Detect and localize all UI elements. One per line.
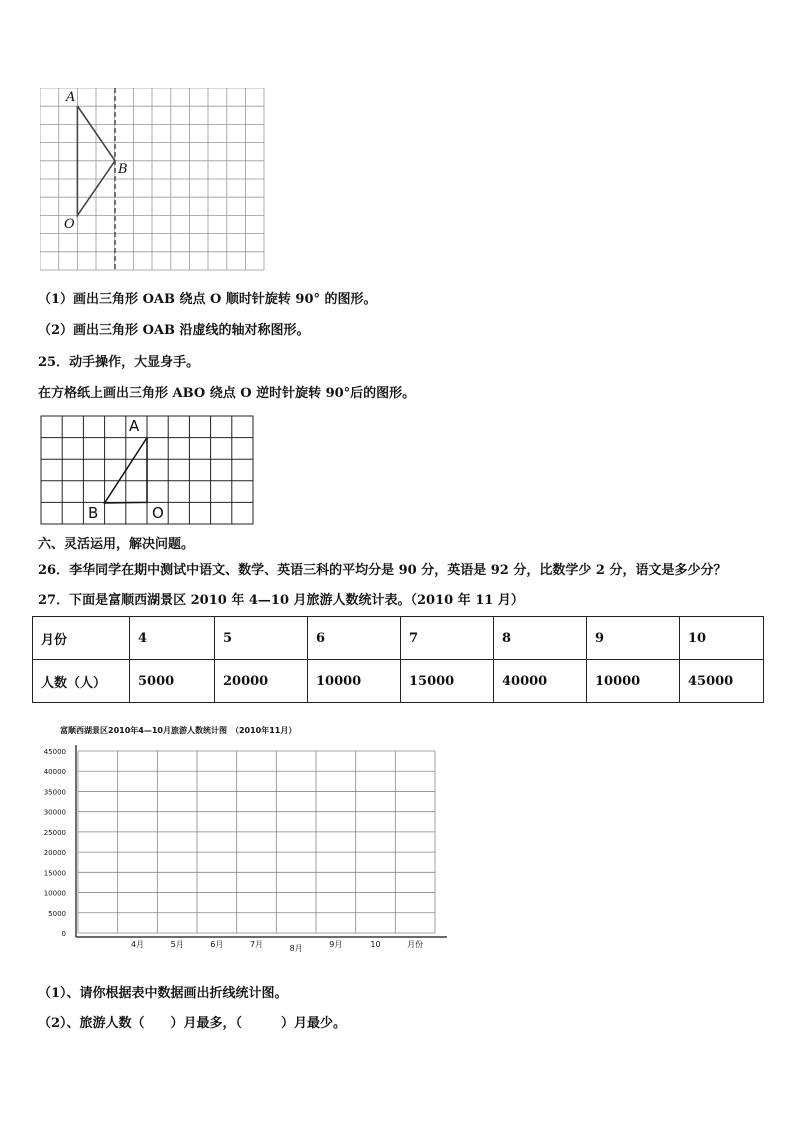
q26-text: 26．李华同学在期中测试中语文、数学、英语三科的平均分是 90 分，英语是 92 分，比数学少 2 分，语文是多少分？ — [38, 563, 727, 578]
chart-ytick-label: 25000 — [43, 828, 66, 837]
q25-label-o: O — [152, 504, 164, 522]
q24-label-b: B — [118, 162, 128, 177]
q24-item-1: （1）画出三角形 OAB 绕点 O 顺时针旋转 90° 的图形。 — [38, 292, 377, 307]
table-row-months — [33, 617, 764, 660]
table-cell: 45000 — [680, 660, 764, 703]
chart-xtick-label: 8月 — [289, 944, 303, 953]
table-cell: 5000 — [130, 660, 215, 703]
chart-title: 富顺西湖景区2010年4—10月旅游人数统计图 （2010年11月） — [60, 726, 297, 735]
chart-xtick-label: 6月 — [210, 940, 224, 949]
table-cell: 6 — [308, 617, 401, 660]
chart-ytick-label: 30000 — [43, 808, 66, 817]
chart-xtick-label: 7月 — [249, 940, 264, 949]
table-cell: 20000 — [215, 660, 308, 703]
table-row-visitors — [33, 660, 764, 703]
q27-title: 27．下面是富顺西湖景区 2010 年 4—10 月旅游人数统计表。（2010 年 11 月） — [38, 593, 524, 608]
q27-item-2: （2）、旅游人数（ ）月最多，（ ）月最少。 — [38, 1016, 347, 1031]
chart-ytick-label: 20000 — [43, 849, 66, 858]
table-cell: 40000 — [494, 660, 587, 703]
table-cell: 4 — [130, 617, 215, 660]
table-cell: 10 — [680, 617, 764, 660]
q24-grid-figure — [40, 88, 266, 274]
table-cell: 月份 — [33, 617, 130, 660]
q25-label-a: A — [129, 417, 140, 435]
line-chart — [30, 735, 460, 960]
chart-ytick-label: 10000 — [43, 889, 66, 898]
chart-ytick-label: 35000 — [43, 788, 66, 797]
q25-text: 在方格纸上画出三角形 ABO 绕点 O 逆时针旋转 90°后的图形。 — [38, 386, 416, 401]
table-cell: 8 — [494, 617, 587, 660]
table-cell: 9 — [587, 617, 680, 660]
chart-xtick-label: 10 — [370, 940, 381, 949]
q25-grid-figure — [40, 415, 256, 527]
stats-table — [32, 616, 764, 703]
chart-ytick-label: 5000 — [48, 909, 66, 918]
table-cell: 15000 — [401, 660, 494, 703]
table-cell: 5 — [215, 617, 308, 660]
chart-xtick-label: 4月 — [130, 940, 145, 949]
table-cell: 10000 — [587, 660, 680, 703]
section-6-heading: 六、灵活运用，解决问题。 — [38, 537, 195, 552]
chart-ytick-label: 15000 — [43, 869, 66, 878]
table-cell: 7 — [401, 617, 494, 660]
chart-ytick-label: 40000 — [43, 768, 66, 777]
q24-item-2: （2）画出三角形 OAB 沿虚线的轴对称图形。 — [38, 323, 310, 338]
q25-label-b: B — [88, 504, 99, 522]
q25-title: 25．动手操作，大显身手。 — [38, 355, 200, 370]
chart-x-unit: 月份 — [407, 940, 424, 949]
chart-xtick-label: 5月 — [170, 940, 184, 949]
table-cell: 10000 — [308, 660, 401, 703]
chart-ytick-label: 45000 — [43, 748, 66, 756]
q24-label-o: O — [64, 217, 75, 232]
table-cell: 人数（人） — [33, 660, 130, 703]
q24-label-a: A — [66, 90, 76, 105]
chart-ytick-label: 0 — [61, 930, 66, 938]
q27-item-1: （1）、请你根据表中数据画出折线统计图。 — [38, 986, 288, 1001]
chart-xtick-label: 9月 — [329, 940, 343, 949]
